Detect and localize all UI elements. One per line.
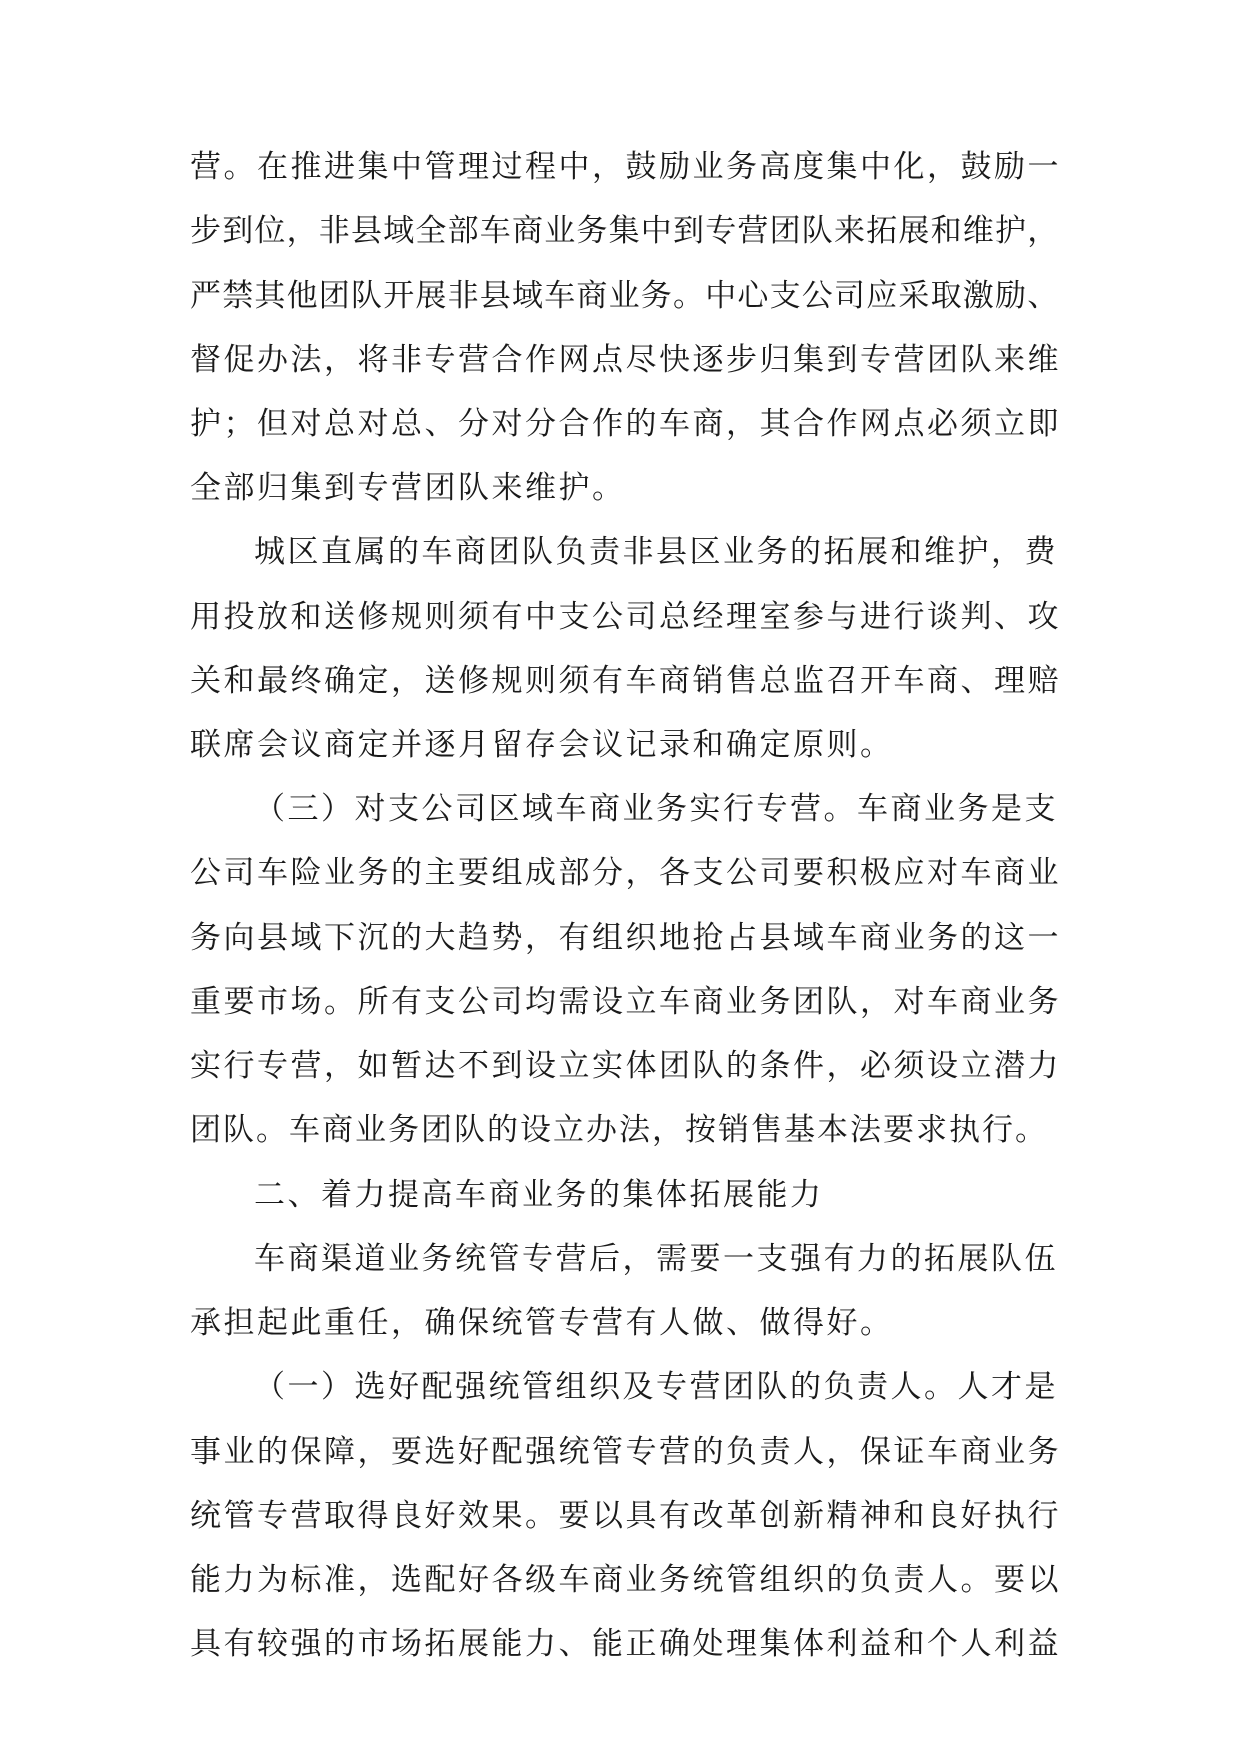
text-line: 承担起此重任，确保统管专营有人做、做得好。: [190, 1305, 894, 1341]
section-heading: （一）选好配强统管组织及专营团队的负责人。人才是: [254, 1369, 1058, 1405]
text-line: 严禁其他团队开展非县域车商业务。中心支公司应采取激励、: [190, 278, 1060, 314]
text-line: 团队。车商业务团队的设立办法，按销售基本法要求执行。: [190, 1112, 1048, 1148]
text-line: 重要市场。所有支公司均需设立车商业务团队，对车商业务: [190, 984, 1061, 1020]
section-heading: （三）对支公司区域车商业务实行专营。车商业务是支: [254, 791, 1058, 827]
chapter-heading: 二、着力提高车商业务的集体拓展能力: [254, 1177, 824, 1213]
text-line: 督促办法，将非专营合作网点尽快逐步归集到专营团队来维: [190, 342, 1061, 378]
text-line: 护；但对总对总、分对分合作的车商，其合作网点必须立即: [190, 406, 1061, 442]
text-line: 全部归集到专营团队来维护。: [190, 470, 626, 506]
text-line: 统管专营取得良好效果。要以具有改革创新精神和良好执行: [190, 1498, 1061, 1534]
text-line: 联席会议商定并逐月留存会议记录和确定原则。: [190, 727, 894, 763]
text-line: 步到位，非县域全部车商业务集中到专营团队来拓展和维护，: [190, 213, 1060, 249]
text-line: 事业的保障，要选好配强统管专营的负责人，保证车商业务: [190, 1434, 1061, 1470]
text-line: 关和最终确定，送修规则须有车商销售总监召开车商、理赔: [190, 663, 1061, 699]
text-line: 营。在推进集中管理过程中，鼓励业务高度集中化，鼓励一: [190, 149, 1061, 185]
paragraph-first-line: 车商渠道业务统管专营后，需要一支强有力的拓展队伍: [254, 1241, 1058, 1277]
text-line: 务向县域下沉的大趋势，有组织地抢占县域车商业务的这一: [190, 920, 1061, 956]
paragraph-first-line: 城区直属的车商团队负责非县区业务的拓展和维护，费: [254, 534, 1058, 570]
text-line: 能力为标准，选配好各级车商业务统管组织的负责人。要以: [190, 1562, 1061, 1598]
text-line: 公司车险业务的主要组成部分，各支公司要积极应对车商业: [190, 855, 1061, 891]
text-line: 用投放和送修规则须有中支公司总经理室参与进行谈判、攻: [190, 599, 1061, 635]
text-line: 实行专营，如暂达不到设立实体团队的条件，必须设立潜力: [190, 1048, 1061, 1084]
text-line: 具有较强的市场拓展能力、能正确处理集体利益和个人利益: [190, 1626, 1061, 1662]
